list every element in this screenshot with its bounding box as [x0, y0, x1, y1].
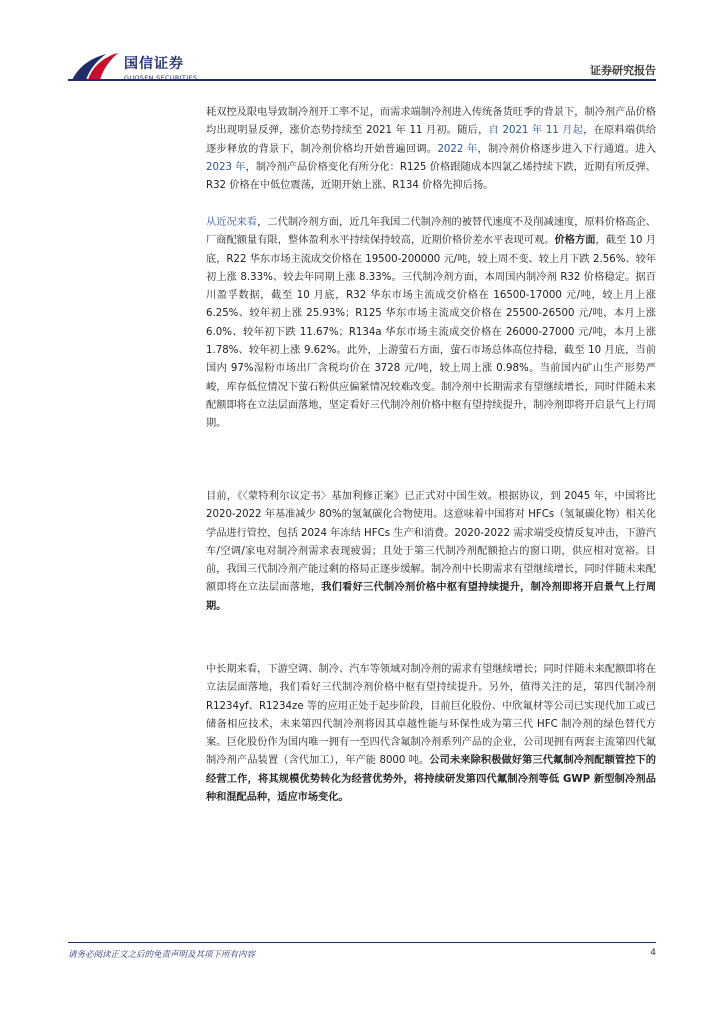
text-segment: 耗双控及限电导致制冷剂开工率不足，而需求端制冷剂进入传统备货旺季的背景下，制冷剂产品价格均出现明显反弹，涨价态势持续至 2021 年 11 月初。随后，	[206, 107, 656, 137]
text-segment: ，制冷剂价格逐步进入下行通道。进入	[477, 143, 657, 155]
text-segment: ，二代制冷剂方面，近几年我国二代制冷剂的被替代速度不及削减速度，原料价格高企、厂商配额量有限，整体盈利水平持续保持较高，近期价格价差水平表现可观。	[206, 217, 656, 247]
text-segment: 目前，《〈蒙特利尔议定书〉基加利修正案》已正式对中国生效。根据协议，到 2045 年，中国将比 2020-2022 年基准减少 80%的氢氟碳化合物使用。这意味着中国将对 HFCs（氢氟碳化物）相关化学品进行管控，包括 2024 年冻结 HFCs 生产和消费。2020-2022 需求端受疫情反复冲击，下游汽车/空调/家电对制冷剂需求表现疲弱；且处于第三代制冷剂配额抢占的窗口期，供应相对宽裕。目前，我国三代制冷剂产能过剩的格局正逐步缓解。制冷剂中长期需求有望继续增长，同时伴随未来配额即将在立法层面落地，	[206, 491, 657, 594]
text-segment: ，制冷剂产品价格变化有所分化：R125 价格跟随成本四氯乙烯持续下跌，近期有所反弹、R32 价格在中低位震荡，近期开始上涨、R134 价格先抑后扬。	[206, 161, 656, 192]
page-header	[0, 0, 724, 92]
text-segment: 中长期来看，下游空调、制冷、汽车等领域对制冷剂的需求有望继续增长；同时伴随未来配额即将在立法层面落地，我们看好三代制冷剂价格中枢有望持续提升。另外，值得关注的是，第四代制冷剂 R1234yf、R1234ze 等的应用正处于起步阶段，目前巨化股份、中欣氟材等公司已实现代加工或已储备相应技术，未来第四代制冷剂将因其卓越性能与环保性成为第三代 HFC 制冷剂的绿色替代方案。巨化股份作为国内唯一拥有一至四代含氟制冷剂系列产品的企业，公司现拥有两套主流第四代氟制冷剂产品装置（含代加工），年产能 8000 吨。	[206, 664, 656, 767]
paragraph-2	[206, 214, 656, 434]
text-segment: 我们看好三代制冷剂价格中枢有望持续提升，制冷剂即将开启景气上行周期。	[206, 582, 657, 612]
paragraph-4	[206, 661, 656, 807]
footer-divider	[68, 942, 656, 943]
paragraph-3	[206, 488, 656, 616]
logo-text-en: GUOSEN SECURITIES	[124, 74, 198, 82]
logo-text-cn: 国信证券	[124, 56, 184, 72]
text-segment: 2022 年	[437, 143, 478, 155]
text-segment: 公司未来除积极做好第三代氟制冷剂配额管控下的经营工作，将其规模优势转化为经营优势外，将持续研发第四代氟制冷剂等低 GWP 新型制冷剂品种和混配品种，适应市场变化。	[206, 755, 656, 804]
text-segment: 价格方面	[554, 235, 596, 247]
report-type-label: 证券研究报告	[590, 64, 656, 77]
text-segment: 2023 年	[206, 161, 246, 173]
text-segment: ，截至 10 月底，R22 华东市场主流成交价格在 19500-200000 元/吨，较上周不变、较上月下跌 2.56%、较年初上涨 8.33%、较去年同期上涨 8.33%。三代制冷剂方面，本周国内制冷剂 R32 价格稳定。据百川盈孚数据，截至 10 月底，R32 华东市场主流成交价格在 16500-17000 元/吨，较上月上涨 6.25%、较年初上涨 25.93%；R125 华东市场主流成交价格在 25500-26500 元/吨，本月上涨 6.0%、较年初下跌 11.67%；R134a 华东市场主流成交价格在 26000-27000 元/吨，本月上涨 1.78%、较年初上涨 9.62%。此外，上游萤石方面，萤石市场总体高位持稳，截至 10 月底，当前国内 97%湿粉市场出厂含税均价在 3728 元/吨，较上周上涨 0.98%。当前国内矿山生产形势严峻，库存低位情况下萤石粉供应偏紧情况较难改变。制冷剂中长期需求有望继续增长，同时伴随未来配额即将在立法层面落地，坚定看好三代制冷剂价格中枢有望持续提升，制冷剂即将开启景气上行周期。	[206, 235, 656, 430]
company-logo	[70, 50, 220, 90]
text-segment: ，在原料端供给逐步释放的背景下，制冷剂价格均开始普遍回调。	[206, 125, 657, 155]
text-segment: 从近况来看	[206, 217, 258, 228]
header-divider	[68, 79, 656, 81]
text-segment: 自 2021 年 11 月起	[488, 125, 584, 137]
page-number: 4	[650, 948, 656, 958]
disclaimer-note: 请务必阅读正文之后的免责声明及其项下所有内容	[68, 950, 256, 960]
paragraph-1	[206, 104, 656, 195]
